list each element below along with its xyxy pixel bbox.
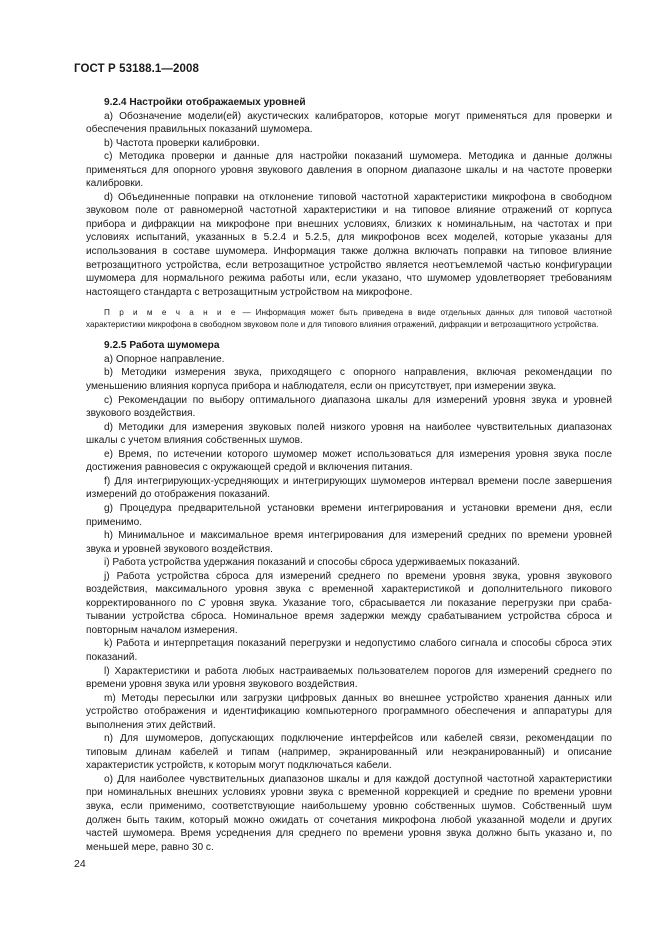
item-9-2-5-e: e) Время, по истечении которого шумомер может использоваться для измерения уровня звука после достижения равновесия с окружающей средой и включения питания. bbox=[86, 448, 612, 474]
item-9-2-5-n: n) Для шумомеров, допускающих подключение интерфейсов или кабелей связи, рекомендации по типовым длинам кабелей и типам (например, экранированный или неэкранированный) и описание характеристик устройств, к которым могут подключаться кабели. bbox=[86, 733, 612, 772]
item-9-2-5-g: g) Процедура предварительной установки времени интегрирования и установки времени дня, если применимо. bbox=[86, 502, 612, 528]
page-number: 24 bbox=[74, 858, 86, 870]
section-9-2-5-title: 9.2.5 Работа шумомера bbox=[104, 340, 220, 352]
item-9-2-5-b: b) Методики измерения звука, приходящего с опорного направления, включая рекомендации по уменьшению влияния корпуса прибора и наблюдателя, если он присутствует, при измерении звука. bbox=[86, 367, 612, 393]
item-9-2-5-j bbox=[86, 570, 612, 638]
item-9-2-4-d: d) Объединенные поправки на отклонение типовой частотной характеристики микрофона в свободном звуковом поле от равномерной частотной характеристики и на типовое влияние отражений от корпуса прибора и дифракции на микрофоне при внешних условиях, близких к номинальным, на частотах и при условиях испытаний, указанных в 5.2.4 и 5.2.5, для микрофонов всех моделей, которые указаны для использования в составе шумомера. Информация также должна включать поправки на типовое влияние ветрозащитного устройства, если ветрозащитное устройство является неотъемлемой частью конфигурации шумомера для нормального режима работы или, если указано, что шумомер удовлетворяет требованиям настоящего стандарта с ветрозащитным устройством на микрофоне. bbox=[86, 191, 612, 298]
item-9-2-5-o: o) Для наиболее чувствительных диапазонов шкалы и для каждой доступной частотной характеристики при номинальных внешних условиях уровни звука с временной коррекцией и средние по времени уровни звука, если применимо, соответствующие наибольшему уровню собственных шумов. Собственный шум должен быть таким, который можно ожидать от сочетания микрофона любой указанной модели и других частей шумомера. Время усреднения для среднего по времени уровня звука должно быть указано и, по меньшей мере, равно 30 с. bbox=[86, 773, 612, 853]
document-body bbox=[86, 96, 612, 854]
item-9-2-4-a: a) Обозначение модели(ей) акустических калибраторов, которые могут применяться для проверки и обеспечения правильных показаний шумомера. bbox=[86, 110, 612, 136]
item-9-2-5-i: i) Работа устройства удержания показаний и способы сброса удерживаемых показаний. bbox=[104, 557, 520, 569]
item-9-2-5-k: k) Работа и интерпретация показаний перегрузки и недопустимо слабого сигнала и способы сброса этих показаний. bbox=[86, 638, 612, 663]
item-j-text-1: j) Работа устройства сброса для измерений среднего по времени уровня звука, уровня звукового воздействия, максимального уровня звука с временной характеристикой и дополнительного пикового корректированного по bbox=[86, 570, 612, 609]
section-9-2-4-title: 9.2.4 Настройки отображаемых уровней bbox=[104, 97, 306, 108]
item-j-text-2: уровня звука. Указание того, сбрасывается ли показание перегрузки при срабатывании устройства сброса. Номинальное время задержки между срабатыванием устройства сброса и повторным началом измерения. bbox=[86, 597, 612, 636]
item-9-2-5-f: f) Для интегрирующих-усредняющих и интегрирующих шумомеров интервал времени после завершения измерений до отображения показаний. bbox=[86, 475, 612, 501]
item-9-2-5-h: h) Минимальное и максимальное время интегрирования для измерений средних по времени уровней звука и уровней звукового воздействия. bbox=[86, 530, 612, 555]
note-paragraph bbox=[86, 307, 612, 330]
item-j-italic-c: C bbox=[198, 597, 206, 609]
note-text: — Информация может быть приведена в виде отдельных данных для типовой частотной характеристики микрофона в свободном звуковом поле и для типового влияния отражений, дифракции и ветрозащитного устройства. bbox=[86, 308, 612, 329]
document-header: ГОСТ Р 53188.1—2008 bbox=[74, 63, 199, 75]
item-9-2-5-c: c) Рекомендации по выбору оптимального диапазона шкалы для измерений уровня звука и уровней звукового воздействия. bbox=[86, 394, 612, 420]
note-label: П р и м е ч а н и е bbox=[104, 308, 238, 318]
item-9-2-5-a: a) Опорное направление. bbox=[104, 353, 225, 365]
item-9-2-5-d: d) Методики для измерения звуковых полей низкого уровня на наиболее чувствительных диапазонах шкалы с учетом влияния собственных шумов. bbox=[86, 421, 612, 447]
item-9-2-4-b: b) Частота проверки калибровки. bbox=[104, 137, 260, 149]
item-9-2-4-c: c) Методика проверки и данные для настройки показаний шумомера. Методика и данные должны применяться для опорного уровня звукового давления в опорном диапазоне шкалы и на частоте проверки калибровки. bbox=[86, 151, 612, 190]
item-9-2-5-l: l) Характеристики и работа любых настраиваемых пользователем порогов для измерений среднего по времени уровня звука или уровня звукового воздействия. bbox=[86, 665, 612, 691]
item-9-2-5-m: m) Методы пересылки или загрузки цифровых данных во внешнее устройство хранения данных или устройство отображения и идентификацию компьютерного программного обеспечения и аппаратуры для выполнения этих действий. bbox=[86, 692, 612, 731]
